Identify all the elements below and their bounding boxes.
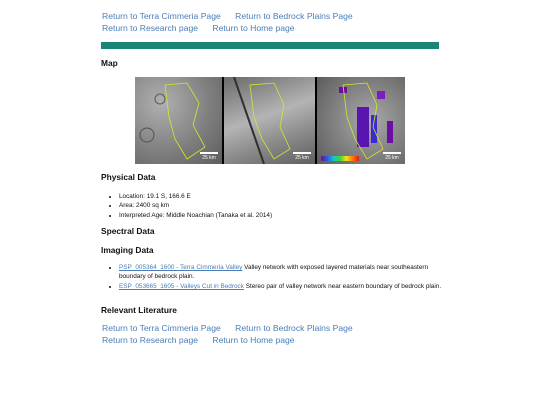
image-desc-psp: Valley network with exposed layered materials near southeastern boundary of bedrock plain.	[119, 264, 429, 281]
link-home[interactable]: Return to Home page	[212, 335, 295, 345]
map-heading: Map	[101, 58, 118, 68]
image-link-esp[interactable]: ESP_053665_1605 - Valleys Cut in Bedrock	[119, 283, 244, 291]
map-panel-spectral	[317, 77, 405, 164]
color-scale	[321, 156, 359, 161]
area-item: • Area: 2400 sq km	[119, 201, 449, 210]
map-overlay-1	[135, 77, 222, 164]
bottom-navigation	[102, 322, 365, 346]
scale-bar-3: 25 km	[383, 152, 401, 161]
imaging-data-heading: Imaging Data	[101, 245, 154, 255]
top-navigation	[102, 10, 365, 34]
top-nav-row-1	[102, 10, 365, 22]
link-research[interactable]: Return to Research page	[102, 335, 199, 345]
link-bedrock-plains[interactable]: Return to Bedrock Plains Page	[235, 323, 353, 333]
top-nav-row-2	[102, 22, 365, 34]
link-home[interactable]: Return to Home page	[212, 23, 295, 33]
map-panel-context	[135, 77, 222, 164]
scale-bar-1: 25 km	[200, 152, 218, 161]
image-link-psp[interactable]: PSP_005364_1600 - Terra Cimmeria Valley	[119, 264, 243, 271]
scale-bar-2: 25 km	[293, 152, 311, 161]
link-bedrock-plains[interactable]: Return to Bedrock Plains Page	[235, 11, 353, 21]
spectral-data-heading: Spectral Data	[101, 226, 155, 236]
physical-data-heading: Physical Data	[101, 172, 156, 182]
image-desc-esp: Stereo pair of valley network near eastern boundary of bedrock plain.	[243, 283, 442, 291]
accent-bar	[101, 42, 439, 49]
link-research[interactable]: Return to Research page	[102, 23, 199, 33]
imaging-data-list	[110, 263, 449, 292]
imaging-item	[119, 263, 449, 282]
map-overlay-3	[317, 77, 405, 164]
literature-heading: Relevant Literature	[101, 305, 177, 315]
map-image	[135, 77, 405, 164]
imaging-item	[119, 282, 449, 291]
link-terra-cimmeria[interactable]: Return to Terra Cimmeria Page	[102, 323, 221, 333]
physical-data-list	[110, 192, 449, 220]
link-terra-cimmeria[interactable]: Return to Terra Cimmeria Page	[102, 11, 221, 21]
map-overlay-2	[224, 77, 315, 164]
bottom-nav-row-1	[102, 322, 365, 334]
map-panel-imagery	[224, 77, 315, 164]
location-item: • Location: 19.1 S, 166.6 E	[119, 192, 449, 201]
bottom-nav-row-2	[102, 334, 365, 346]
age-item: • Interpreted Age: Middle Noachian (Tanaka et al. 2014)	[119, 211, 449, 220]
